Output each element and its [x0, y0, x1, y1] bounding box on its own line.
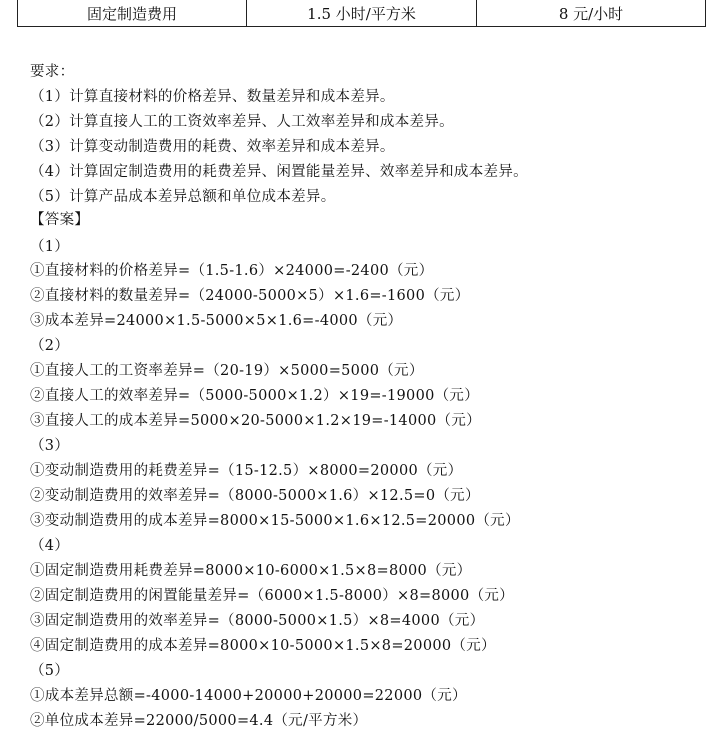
- answer-4-2: ②固定制造费用的闲置能量差异=（6000×1.5-8000）×8=8000（元）: [30, 588, 514, 604]
- answer-5-2: ②单位成本差异=22000/5000=4.4（元/平方米）: [30, 713, 368, 729]
- answer-1-1: ①直接材料的价格差异=（1.5-1.6）×24000=-2400（元）: [30, 263, 434, 279]
- answer-4-4: ④固定制造费用的成本差异=8000×10-5000×1.5×8=20000（元）: [30, 638, 496, 654]
- table-cell-standard-quantity: 1.5 小时/平方米: [247, 0, 477, 27]
- requirements-title: 要求：: [30, 64, 75, 80]
- requirement-2: （2）计算直接人工的工资效率差异、人工效率差异和成本差异。: [30, 114, 454, 130]
- answer-4-3: ③固定制造费用的效率差异=（8000-5000×1.5）×8=4000（元）: [30, 613, 485, 629]
- standard-cost-table: [17, 0, 706, 27]
- answer-3-1: ①变动制造费用的耗费差异=（15-12.5）×8000=20000（元）: [30, 463, 463, 479]
- requirement-1: （1）计算直接材料的价格差异、数量差异和成本差异。: [30, 89, 395, 105]
- answer-5-1: ①成本差异总额=-4000-14000+20000+20000=22000（元）: [30, 688, 467, 704]
- answer-heading-1: （1）: [30, 239, 70, 255]
- answer-title: 【答案】: [30, 212, 90, 228]
- answer-2-2: ②直接人工的效率差异=（5000-5000×1.2）×19=-19000（元）: [30, 388, 480, 404]
- answer-2-1: ①直接人工的工资率差异=（20-19）×5000=5000（元）: [30, 363, 424, 379]
- answer-4-1: ①固定制造费用耗费差异=8000×10-6000×1.5×8=8000（元）: [30, 563, 472, 579]
- requirement-5: （5）计算产品成本差异总额和单位成本差异。: [30, 189, 336, 205]
- answer-1-2: ②直接材料的数量差异=（24000-5000×5）×1.6=-1600（元）: [30, 288, 470, 304]
- requirement-4: （4）计算固定制造费用的耗费差异、闲置能量差异、效率差异和成本差异。: [30, 164, 528, 180]
- answer-heading-4: （4）: [30, 538, 70, 554]
- table-cell-standard-price: 8 元/小时: [477, 0, 706, 27]
- table-cell-item: 固定制造费用: [18, 0, 247, 27]
- answer-3-2: ②变动制造费用的效率差异=（8000-5000×1.6）×12.5=0（元）: [30, 488, 480, 504]
- requirement-3: （3）计算变动制造费用的耗费、效率差异和成本差异。: [30, 139, 395, 155]
- answer-2-3: ③直接人工的成本差异=5000×20-5000×1.2×19=-14000（元）: [30, 413, 481, 429]
- answer-1-3: ③成本差异=24000×1.5-5000×5×1.6=-4000（元）: [30, 313, 403, 329]
- answer-heading-3: （3）: [30, 438, 70, 454]
- answer-3-3: ③变动制造费用的成本差异=8000×15-5000×1.6×12.5=20000（元）: [30, 513, 520, 529]
- answer-heading-2: （2）: [30, 338, 70, 354]
- table-row: [18, 0, 706, 27]
- answer-heading-5: （5）: [30, 663, 70, 679]
